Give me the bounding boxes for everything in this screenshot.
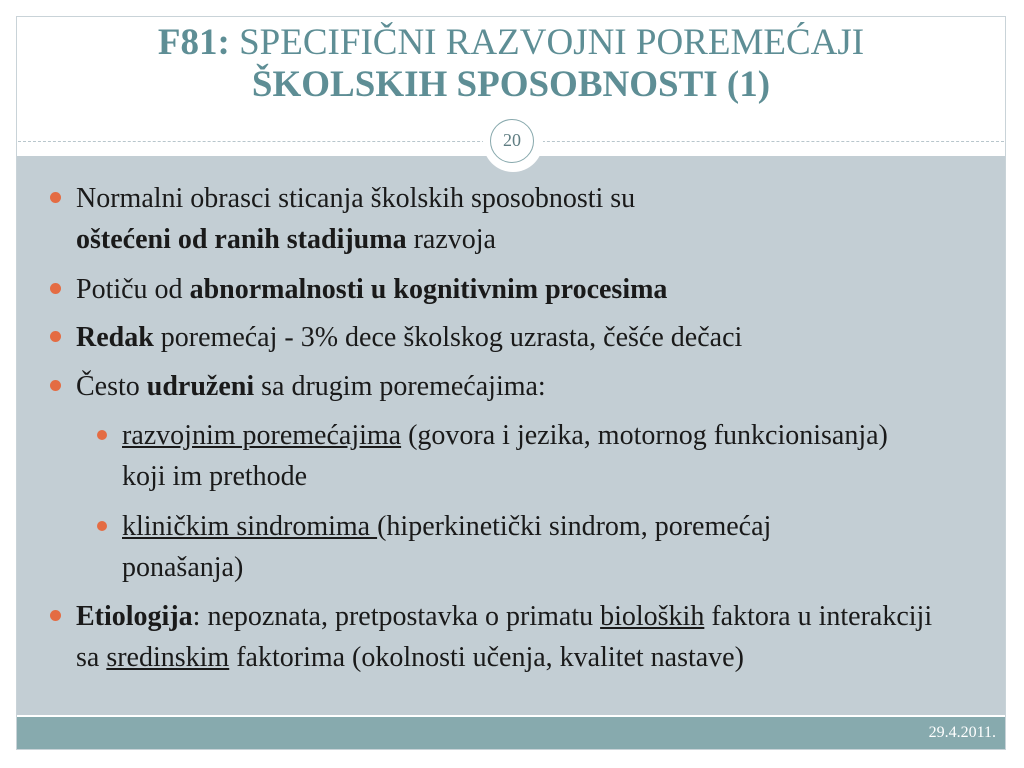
- title-line-2: ŠKOLSKIH SPOSOBNOSTI (1): [251, 64, 771, 105]
- bullet-5: [76, 596, 956, 678]
- bullet-3: [76, 317, 996, 358]
- bullet-3-bold: Redak: [76, 322, 154, 353]
- title-line-1-text: SPECIFIČNI RAZVOJNI POREMEĆAJI: [229, 22, 865, 63]
- bullet-5-text-b: faktora u interakciji sa: [76, 601, 933, 673]
- bullet-2-text: Potiču od: [76, 274, 190, 305]
- bullet-4-text-b: sa drugim poremećajima:: [254, 371, 546, 402]
- bullet-1: [76, 178, 976, 260]
- slide-title: [16, 22, 1006, 106]
- slide-number: 20: [490, 119, 534, 163]
- sub-bullet-2-text: (hiperkinetički sindrom, poremećaj ponašanja): [122, 511, 772, 583]
- bullet-1-text-b: razvoja: [406, 224, 496, 255]
- bullet-1-text-a: Normalni obrasci sticanja školskih sposobnosti su: [76, 183, 636, 214]
- sub-bullet-1: [122, 415, 922, 497]
- bullet-5-text-c: faktorima (okolnosti učenja, kvalitet nastave): [229, 642, 744, 673]
- bullet-5-text-a: : nepoznata, pretpostavka o primatu: [192, 601, 601, 632]
- sub-bullet-1-text: (govora i jezika, motornog funkcionisanja) koji im prethode: [122, 420, 888, 492]
- bullet-4-bold: udruženi: [146, 371, 255, 402]
- title-code: F81:: [157, 22, 230, 63]
- bullet-5-underlined-2: sredinskim: [106, 642, 230, 673]
- slide-date: 29.4.2011.: [928, 724, 996, 741]
- bullet-3-text: poremećaj - 3% dece školskog uzrasta, češće dečaci: [153, 322, 743, 353]
- content-panel: [17, 156, 1005, 715]
- bullet-2: [76, 269, 986, 310]
- bullet-5-bold: Etiologija: [76, 601, 193, 632]
- bullet-1-bold: oštećeni od ranih stadijuma: [76, 224, 407, 255]
- title-line-1: [16, 22, 1006, 64]
- sub-bullet-2: [122, 506, 882, 588]
- bullet-4: [76, 366, 976, 407]
- sub-bullet-1-underlined: razvojnim poremećajima: [122, 420, 402, 451]
- footer-bar: [17, 717, 1005, 749]
- bullet-2-bold: abnormalnosti u kognitivnim procesima: [189, 274, 668, 305]
- bullet-5-underlined-1: bioloških: [600, 601, 705, 632]
- sub-bullet-2-underlined: kliničkim sindromima: [122, 511, 378, 542]
- bullet-4-text-a: Često: [76, 371, 147, 402]
